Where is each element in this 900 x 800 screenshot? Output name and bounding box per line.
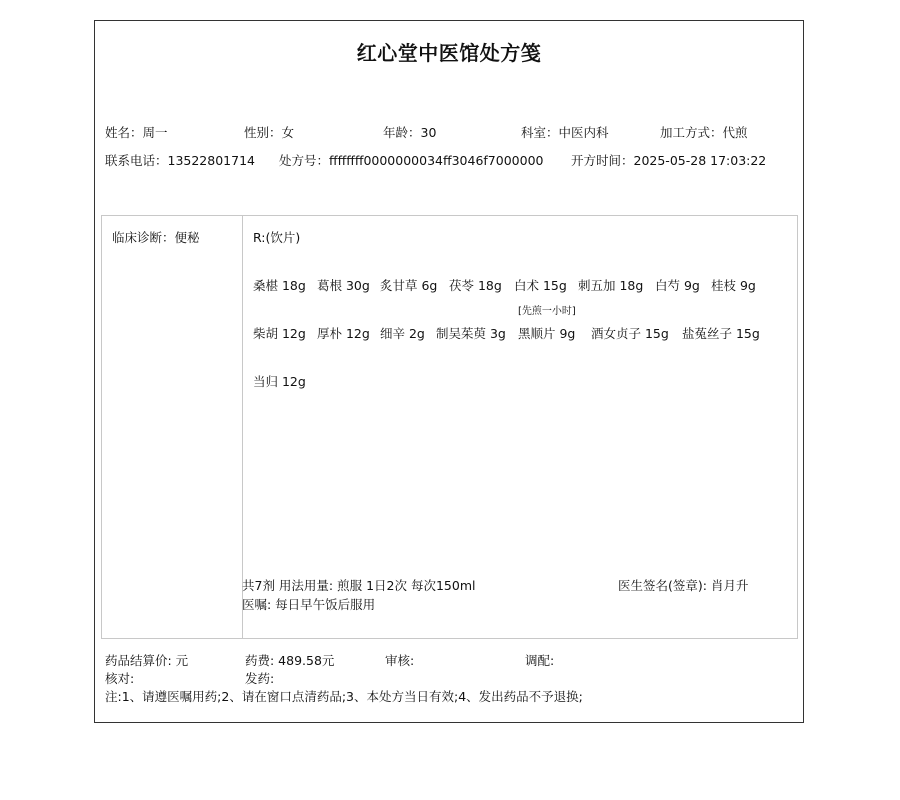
medicine-item: 细辛 2g — [380, 326, 425, 341]
settlement-price: 药品结算价: 元 — [105, 653, 189, 668]
medicine-line-2 — [253, 306, 793, 341]
medicine-line-1 — [253, 276, 793, 292]
medicine-item: 葛根 30g — [317, 278, 370, 293]
medicine-line-3 — [253, 372, 793, 388]
medicine-item: 炙甘草 6g — [380, 278, 438, 293]
patient-info-row-2 — [105, 151, 795, 167]
prescription-sheet — [94, 20, 804, 723]
doctor-advice: 医嘱: 每日早午饭后服用 — [242, 597, 376, 612]
doctor-signature: 医生签名(签章): 肖月升 — [618, 578, 749, 593]
issue-label: 发药: — [245, 671, 275, 686]
patient-gender: 性别：女 — [244, 125, 295, 140]
review-label: 审核: — [385, 653, 415, 668]
dispense-label: 调配: — [525, 653, 555, 668]
page-title: 红心堂中医馆处方笺 — [356, 41, 542, 65]
processing-method: 加工方式：代煎 — [660, 125, 748, 140]
rx-header: R:(饮片) — [253, 230, 301, 245]
prescription-number: 处方号：ffffffff0000000034ff3046f7000000 — [279, 153, 544, 168]
footer-notes: 注:1、请遵医嘱用药;2、请在窗口点清药品;3、本处方当日有效;4、发出药品不予退换; — [105, 689, 583, 704]
medicine-item: 盐菟丝子 15g — [682, 326, 760, 341]
medicine-fee: 药费: 489.58元 — [245, 653, 335, 668]
usage-instructions: 共7剂 用法用量: 煎服 1日2次 每次150ml — [242, 578, 476, 593]
decoction-note: [先煎一小时] — [518, 306, 576, 317]
column-divider — [242, 216, 243, 638]
patient-department: 科室：中医内科 — [521, 125, 609, 140]
medicine-item: 白术 15g — [514, 278, 567, 293]
medicine-item: 黑顺片 9g — [518, 326, 576, 341]
prescription-body — [101, 215, 798, 639]
prescription-time: 开方时间：2025-05-28 17:03:22 — [571, 153, 767, 168]
patient-name: 姓名：周一 — [105, 125, 168, 140]
patient-info-row-1 — [105, 123, 795, 139]
medicine-item: 刺五加 18g — [578, 278, 644, 293]
medicine-item: 柴胡 12g — [253, 326, 306, 341]
medicine-item: 白芍 9g — [655, 278, 700, 293]
medicine-item: 桂枝 9g — [711, 278, 756, 293]
patient-phone: 联系电话：13522801714 — [105, 153, 255, 168]
medicine-item: 茯苓 18g — [449, 278, 502, 293]
medicine-item: 厚朴 12g — [317, 326, 370, 341]
medicine-item: 酒女贞子 15g — [591, 326, 669, 341]
medicine-item: 制吴茱萸 3g — [436, 326, 506, 341]
medicine-item: 桑椹 18g — [253, 278, 306, 293]
medicine-item: 当归 12g — [253, 374, 306, 389]
check-label: 核对: — [105, 671, 135, 686]
patient-age: 年龄：30 — [383, 125, 437, 140]
clinical-diagnosis: 临床诊断：便秘 — [112, 230, 200, 245]
